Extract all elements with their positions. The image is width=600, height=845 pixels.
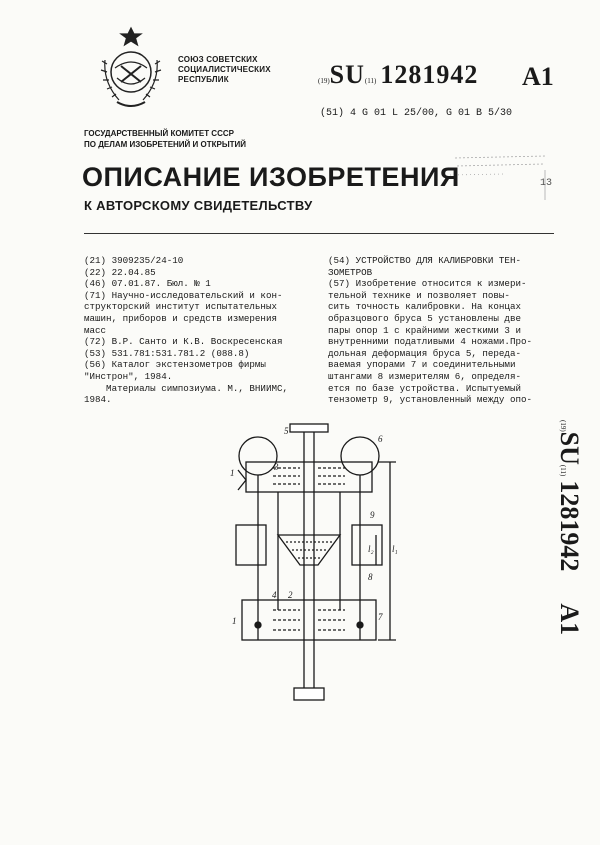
abstract-line: тензометр 9, установленный между опо- xyxy=(328,394,532,406)
code-19: (19) xyxy=(318,77,330,85)
biblio-line: Материалы симпозиума. М., ВНИИМС, xyxy=(84,382,288,394)
biblio-line: "Инстрон", 1984. xyxy=(84,370,173,382)
biblio-line: структорский институт испытательных xyxy=(84,301,277,313)
biblio-line: (72) В.Р. Санто и К.В. Воскресенская xyxy=(84,336,283,348)
device-drawing xyxy=(218,420,418,720)
document-subtitle: К АВТОРСКОМУ СВИДЕТЕЛЬСТВУ xyxy=(84,198,313,213)
figure-label: 9 xyxy=(370,510,375,520)
abstract-line: тельной технике и позволяет повы- xyxy=(328,289,510,301)
abstract-line: образцового бруса 5 установлены две xyxy=(328,312,521,324)
biblio-line: (46) 07.01.87. Бюл. № 1 xyxy=(84,278,211,290)
figure-label: 5 xyxy=(284,426,289,436)
abstract-line: ЗОМЕТРОВ xyxy=(328,266,373,278)
divider xyxy=(84,233,554,234)
stamp-number: 13 xyxy=(540,178,553,189)
biblio-line: масс xyxy=(84,324,107,336)
patent-number: 1281942 xyxy=(380,60,479,89)
biblio-line: (71) Научно-исследовательский и кон- xyxy=(84,289,283,301)
biblio-line: (56) Каталог экстензометров фирмы xyxy=(84,359,266,371)
union-name: СОЮЗ СОВЕТСКИХ СОЦИАЛИСТИЧЕСКИХ РЕСПУБЛИК xyxy=(178,55,271,84)
committee-name: ГОСУДАРСТВЕННЫЙ КОМИТЕТ СССР ПО ДЕЛАМ ИЗОБРЕТЕНИЙ И ОТКРЫТИЙ xyxy=(84,129,247,149)
abstract-line: штангами 8 измерителям 6, определя- xyxy=(328,370,521,382)
biblio-line: (22) 22.04.85 xyxy=(84,266,156,278)
figure-label: l₁ xyxy=(392,544,398,554)
figure-label: l₂ xyxy=(368,544,374,554)
figure-label: 7 xyxy=(378,612,383,622)
abstract-line: ется по базе устройства. Испытуемый xyxy=(328,382,521,394)
ipc-classification: (51) 4 G 01 L 25/00, G 01 B 5/30 xyxy=(320,108,513,119)
abstract-line: ваемая упорами 7 и соединительными xyxy=(328,359,516,371)
document-title: ОПИСАНИЕ ИЗОБРЕТЕНИЯ xyxy=(82,162,460,192)
code-11: (11) xyxy=(364,77,377,85)
country-code: SU xyxy=(329,60,365,89)
abstract-line: (54) УСТРОЙСТВО ДЛЯ КАЛИБРОВКИ ТЕН- xyxy=(328,255,521,266)
figure-label: 1 xyxy=(232,616,237,626)
abstract xyxy=(328,255,556,406)
figure-label: 2 xyxy=(288,590,293,600)
figure-label: 4 xyxy=(272,590,277,600)
abstract-line: дольная деформация бруса 5, переда- xyxy=(328,347,521,359)
figure-label: 6 xyxy=(378,434,383,444)
kind-code: A1 xyxy=(522,62,554,91)
side-patent-number: (19)SU(11) 1281942 A1 xyxy=(555,420,584,636)
ussr-emblem-icon xyxy=(95,20,167,115)
biblio-line: 1984. xyxy=(84,394,112,406)
abstract-line: сить точность калибровки. На концах xyxy=(328,301,521,313)
biblio-line: машин, приборов и средств измерения xyxy=(84,312,277,324)
figure-label: 1 xyxy=(230,468,235,478)
abstract-line: внутренними податливыми 4 ножами.Про- xyxy=(328,336,532,348)
library-stamp xyxy=(445,150,555,205)
abstract-line: пары опор 1 с крайними жесткими 3 и xyxy=(328,324,521,336)
abstract-line: (57) Изобретение относится к измери- xyxy=(328,278,527,290)
biblio-line: (53) 531.781:531.781.2 (088.8) xyxy=(84,347,250,359)
figure-label: 8 xyxy=(368,572,373,582)
biblio-line: (21) 3909235/24-10 xyxy=(84,255,184,266)
bibliographic-data xyxy=(84,255,309,406)
figure-label: 3 xyxy=(274,462,279,472)
patent-number-row xyxy=(318,60,478,90)
